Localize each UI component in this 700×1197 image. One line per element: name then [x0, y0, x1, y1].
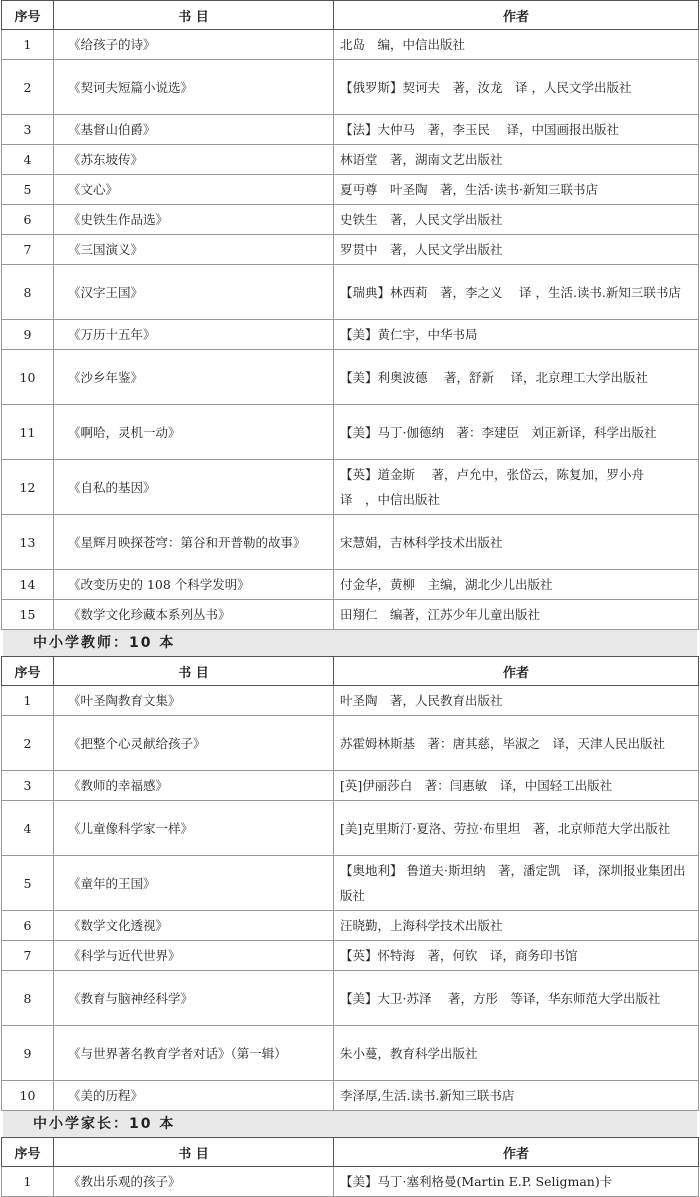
cell-num: 5 [2, 856, 54, 911]
section-title-teachers: 中小学教师：10 本 [3, 630, 697, 656]
table-row [2, 1026, 699, 1081]
cell-author: 【英】怀特海 著，何钦 译，商务印书馆 [334, 941, 699, 971]
cell-author: 史铁生 著，人民文学出版社 [334, 205, 699, 235]
cell-num: 4 [2, 145, 54, 175]
table-row [2, 801, 699, 856]
cell-num: 1 [2, 1167, 54, 1197]
table-row [2, 30, 699, 60]
cell-num: 3 [2, 771, 54, 801]
table-row [2, 1167, 699, 1197]
header-author: 作者 [334, 1, 699, 30]
cell-num: 1 [2, 30, 54, 60]
cell-title: 《科学与近代世界》 [54, 941, 334, 971]
cell-author: 【美】马丁·塞利格曼(Martin E.P. Seligman)卡 [334, 1167, 699, 1197]
table-row [2, 600, 699, 630]
cell-num: 4 [2, 801, 54, 856]
table-row [2, 235, 699, 265]
cell-author: 叶圣陶 著，人民教育出版社 [334, 686, 699, 716]
cell-title: 《自私的基因》 [54, 460, 334, 515]
cell-num: 7 [2, 235, 54, 265]
cell-title: 《数学文化珍藏本系列丛书》 [54, 600, 334, 630]
table-row [2, 320, 699, 350]
table-row [2, 115, 699, 145]
cell-author: 【瑞典】林西莉 著，李之义 译 ，生活.读书.新知三联书店 [334, 265, 699, 320]
cell-title: 《汉字王国》 [54, 265, 334, 320]
header-title: 书 目 [54, 1, 334, 30]
cell-title: 《史铁生作品选》 [54, 205, 334, 235]
table-row [2, 460, 699, 515]
table-row [2, 205, 699, 235]
cell-num: 15 [2, 600, 54, 630]
cell-num: 8 [2, 971, 54, 1026]
cell-num: 12 [2, 460, 54, 515]
cell-author: 【俄罗斯】契诃夫 著，汝龙 译 ，人民文学出版社 [334, 60, 699, 115]
cell-num: 9 [2, 1026, 54, 1081]
table-row [2, 716, 699, 771]
cell-num: 10 [2, 1081, 54, 1111]
cell-title: 《三国演义》 [54, 235, 334, 265]
cell-num: 5 [2, 175, 54, 205]
table-row [2, 771, 699, 801]
cell-num: 9 [2, 320, 54, 350]
cell-author: 【美】黄仁宇，中华书局 [334, 320, 699, 350]
table-row [2, 941, 699, 971]
cell-author: 朱小蔓，教育科学出版社 [334, 1026, 699, 1081]
cell-title: 《万历十五年》 [54, 320, 334, 350]
cell-title: 《星辉月映探苍穹：第谷和开普勒的故事》 [54, 515, 334, 570]
cell-author: 【美】马丁·伽德纳 著：李建臣 刘正新译，科学出版社 [334, 405, 699, 460]
cell-num: 11 [2, 405, 54, 460]
cell-num: 2 [2, 716, 54, 771]
cell-title: 《基督山伯爵》 [54, 115, 334, 145]
cell-title: 《改变历史的 108 个科学发明》 [54, 570, 334, 600]
book-table-parents [1, 1137, 699, 1197]
cell-title: 《苏东坡传》 [54, 145, 334, 175]
cell-author: 【法】大仲马 著，李玉民 译，中国画报出版社 [334, 115, 699, 145]
cell-author: 【美】大卫·苏泽 著，方彤 等译，华东师范大学出版社 [334, 971, 699, 1026]
cell-title: 《契诃夫短篇小说选》 [54, 60, 334, 115]
cell-num: 3 [2, 115, 54, 145]
cell-author: 罗贯中 著，人民文学出版社 [334, 235, 699, 265]
table-row [2, 175, 699, 205]
cell-title: 《沙乡年鉴》 [54, 350, 334, 405]
table-row [2, 145, 699, 175]
cell-num: 2 [2, 60, 54, 115]
table-row [2, 515, 699, 570]
table-row [2, 1081, 699, 1111]
cell-author: 【奥地利】 鲁道夫·斯坦纳 著，潘定凯 译，深圳报业集团出版社 [334, 856, 699, 911]
cell-author: 【英】道金斯 著，卢允中，张岱云，陈复加，罗小舟 译 ，中信出版社 [334, 460, 699, 515]
table-row [2, 350, 699, 405]
cell-author: 付金华，黄柳 主编，湖北少儿出版社 [334, 570, 699, 600]
book-table-teachers [1, 656, 699, 1111]
cell-num: 7 [2, 941, 54, 971]
cell-title: 《给孩子的诗》 [54, 30, 334, 60]
cell-author: 李泽厚,生活.读书.新知三联书店 [334, 1081, 699, 1111]
cell-num: 6 [2, 205, 54, 235]
cell-num: 6 [2, 911, 54, 941]
book-table-students [1, 0, 699, 630]
cell-title: 《童年的王国》 [54, 856, 334, 911]
section-title-parents: 中小学家长：10 本 [3, 1111, 697, 1137]
cell-title: 《美的历程》 [54, 1081, 334, 1111]
table-row [2, 265, 699, 320]
cell-title: 《教师的幸福感》 [54, 771, 334, 801]
table-row [2, 405, 699, 460]
cell-title: 《教出乐观的孩子》 [54, 1167, 334, 1197]
cell-author: 宋慧娟，吉林科学技术出版社 [334, 515, 699, 570]
cell-title: 《与世界著名教育学者对话》（第一辑） [54, 1026, 334, 1081]
table-row [2, 686, 699, 716]
cell-title: 《数学文化透视》 [54, 911, 334, 941]
table-row [2, 60, 699, 115]
cell-title: 《教育与脑神经科学》 [54, 971, 334, 1026]
header-num: 序号 [2, 1, 54, 30]
cell-author: [美]克里斯汀·夏洛、劳拉·布里坦 著，北京师范大学出版社 [334, 801, 699, 856]
cell-num: 10 [2, 350, 54, 405]
cell-title: 《叶圣陶教育文集》 [54, 686, 334, 716]
table-header-row [2, 1, 699, 30]
cell-title: 《啊哈，灵机一动》 [54, 405, 334, 460]
cell-author: 林语堂 著，湖南文艺出版社 [334, 145, 699, 175]
cell-author: 苏霍姆林斯基 著：唐其慈，毕淑之 译，天津人民出版社 [334, 716, 699, 771]
cell-author: 夏丏尊 叶圣陶 著，生活·读书·新知三联书店 [334, 175, 699, 205]
cell-num: 13 [2, 515, 54, 570]
table-row [2, 971, 699, 1026]
table-row [2, 911, 699, 941]
cell-num: 14 [2, 570, 54, 600]
table-header-row [2, 657, 699, 686]
table-row [2, 570, 699, 600]
cell-author: 北岛 编，中信出版社 [334, 30, 699, 60]
header-num: 序号 [2, 1138, 54, 1167]
table-row [2, 856, 699, 911]
cell-num: 1 [2, 686, 54, 716]
header-author: 作者 [334, 657, 699, 686]
cell-num: 8 [2, 265, 54, 320]
cell-author: 【美】利奥波德 著，舒新 译，北京理工大学出版社 [334, 350, 699, 405]
cell-title: 《文心》 [54, 175, 334, 205]
header-title: 书 目 [54, 657, 334, 686]
cell-author: 田翔仁 编著，江苏少年儿童出版社 [334, 600, 699, 630]
cell-author: 汪晓勤，上海科学技术出版社 [334, 911, 699, 941]
header-author: 作者 [334, 1138, 699, 1167]
header-title: 书 目 [54, 1138, 334, 1167]
header-num: 序号 [2, 657, 54, 686]
cell-title: 《儿童像科学家一样》 [54, 801, 334, 856]
cell-author: [英]伊丽莎白 著：闫惠敏 译，中国轻工出版社 [334, 771, 699, 801]
cell-title: 《把整个心灵献给孩子》 [54, 716, 334, 771]
